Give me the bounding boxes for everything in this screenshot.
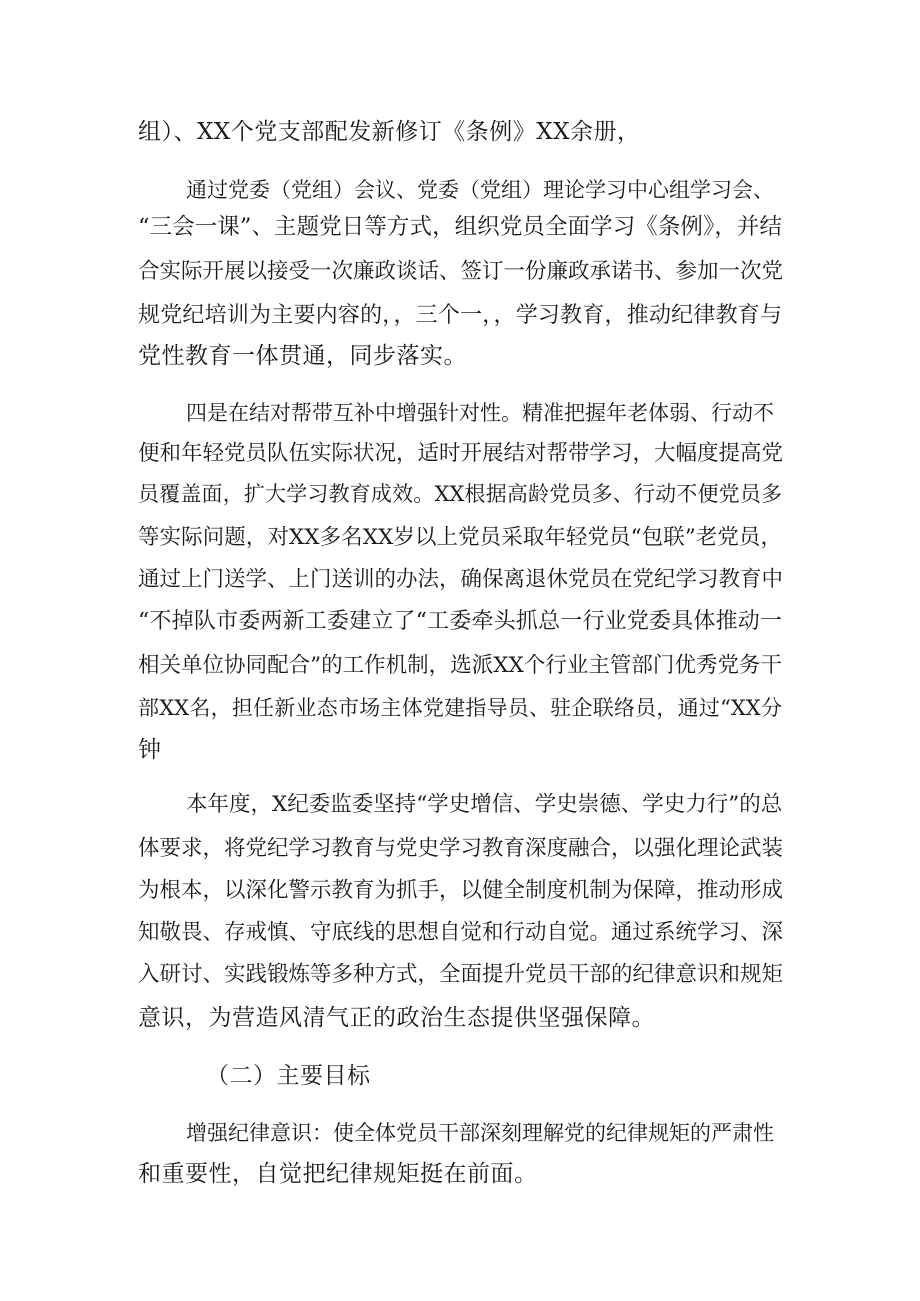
text-line: 知敬畏、存戒慎、守底线的思想自觉和行动自觉。通过系统学习、深 bbox=[138, 920, 784, 945]
section-heading: （二）主要目标 bbox=[206, 1063, 371, 1089]
text-line: 入研讨、实践锻炼等多种方式，全面提升党员干部的纪律意识和规矩 bbox=[138, 962, 784, 987]
text-line: 和重要性，自觉把纪律规矩挺在前面。 bbox=[138, 1161, 538, 1187]
text-line: 体要求，将党纪学习教育与党史学习教育深度融合，以强化理论武装 bbox=[138, 836, 784, 861]
text-line: 意识，为营造风清气正的政治生态提供坚强保障。 bbox=[138, 1005, 655, 1031]
text-line: 组）、XX个党支部配发新修订《条例》XX余册， bbox=[138, 119, 641, 145]
text-line: “不掉队市委两新工委建立了“工委牵头抓总一行业党委具体推动一 bbox=[138, 609, 782, 634]
paragraph-first-line: 四是在结对帮带互补中增强针对性。精准把握年老体弱、行动不 bbox=[186, 401, 774, 425]
text-line: 党性教育一体贯通，同步落实。 bbox=[138, 343, 467, 369]
text-line: 通过上门送学、上门送训的办法，确保离退休党员在党纪学习教育中 bbox=[138, 567, 784, 592]
paragraph-first-line: 本年度，X纪委监委坚持“学史增信、学史崇德、学史力行”的总 bbox=[186, 792, 783, 817]
text-line: 合实际开展以接受一次廉政谈话、签订一份廉政承诺书、参加一次党 bbox=[138, 259, 784, 284]
paragraph-first-line: 通过党委（党组）会议、党委（党组）理论学习中心组学习会、 bbox=[186, 178, 774, 202]
text-line: 员覆盖面，扩大学习教育成效。XX根据高龄党员多、行动不便党员多 bbox=[138, 482, 782, 506]
paragraph-first-line: 增强纪律意识：使全体党员干部深刻理解党的纪律规矩的严肃性 bbox=[186, 1121, 774, 1145]
text-line: 规党纪培训为主要内容的，，三个一，，学习教育，推动纪律教育与 bbox=[138, 303, 782, 328]
text-line: 钟 bbox=[138, 737, 162, 763]
text-line: 等实际问题，对XX多名XX岁以上党员采取年轻党员“包联”老党员， bbox=[138, 525, 782, 550]
text-line: 为根本，以深化警示教育为抓手，以健全制度机制为保障，推动形成 bbox=[138, 878, 784, 903]
text-line: 部XX名，担任新业态市场主体党建指导员、驻企联络员，通过“XX分 bbox=[138, 696, 782, 720]
text-line: 相关单位协同配合”的工作机制，选派XX个行业主管部门优秀党务干 bbox=[138, 653, 782, 678]
text-line: “三会一课”、主题党日等方式，组织党员全面学习《条例》，并结 bbox=[138, 214, 782, 240]
text-line: 便和年轻党员队伍实际状况，适时开展结对帮带学习，大幅度提高党 bbox=[138, 441, 784, 466]
